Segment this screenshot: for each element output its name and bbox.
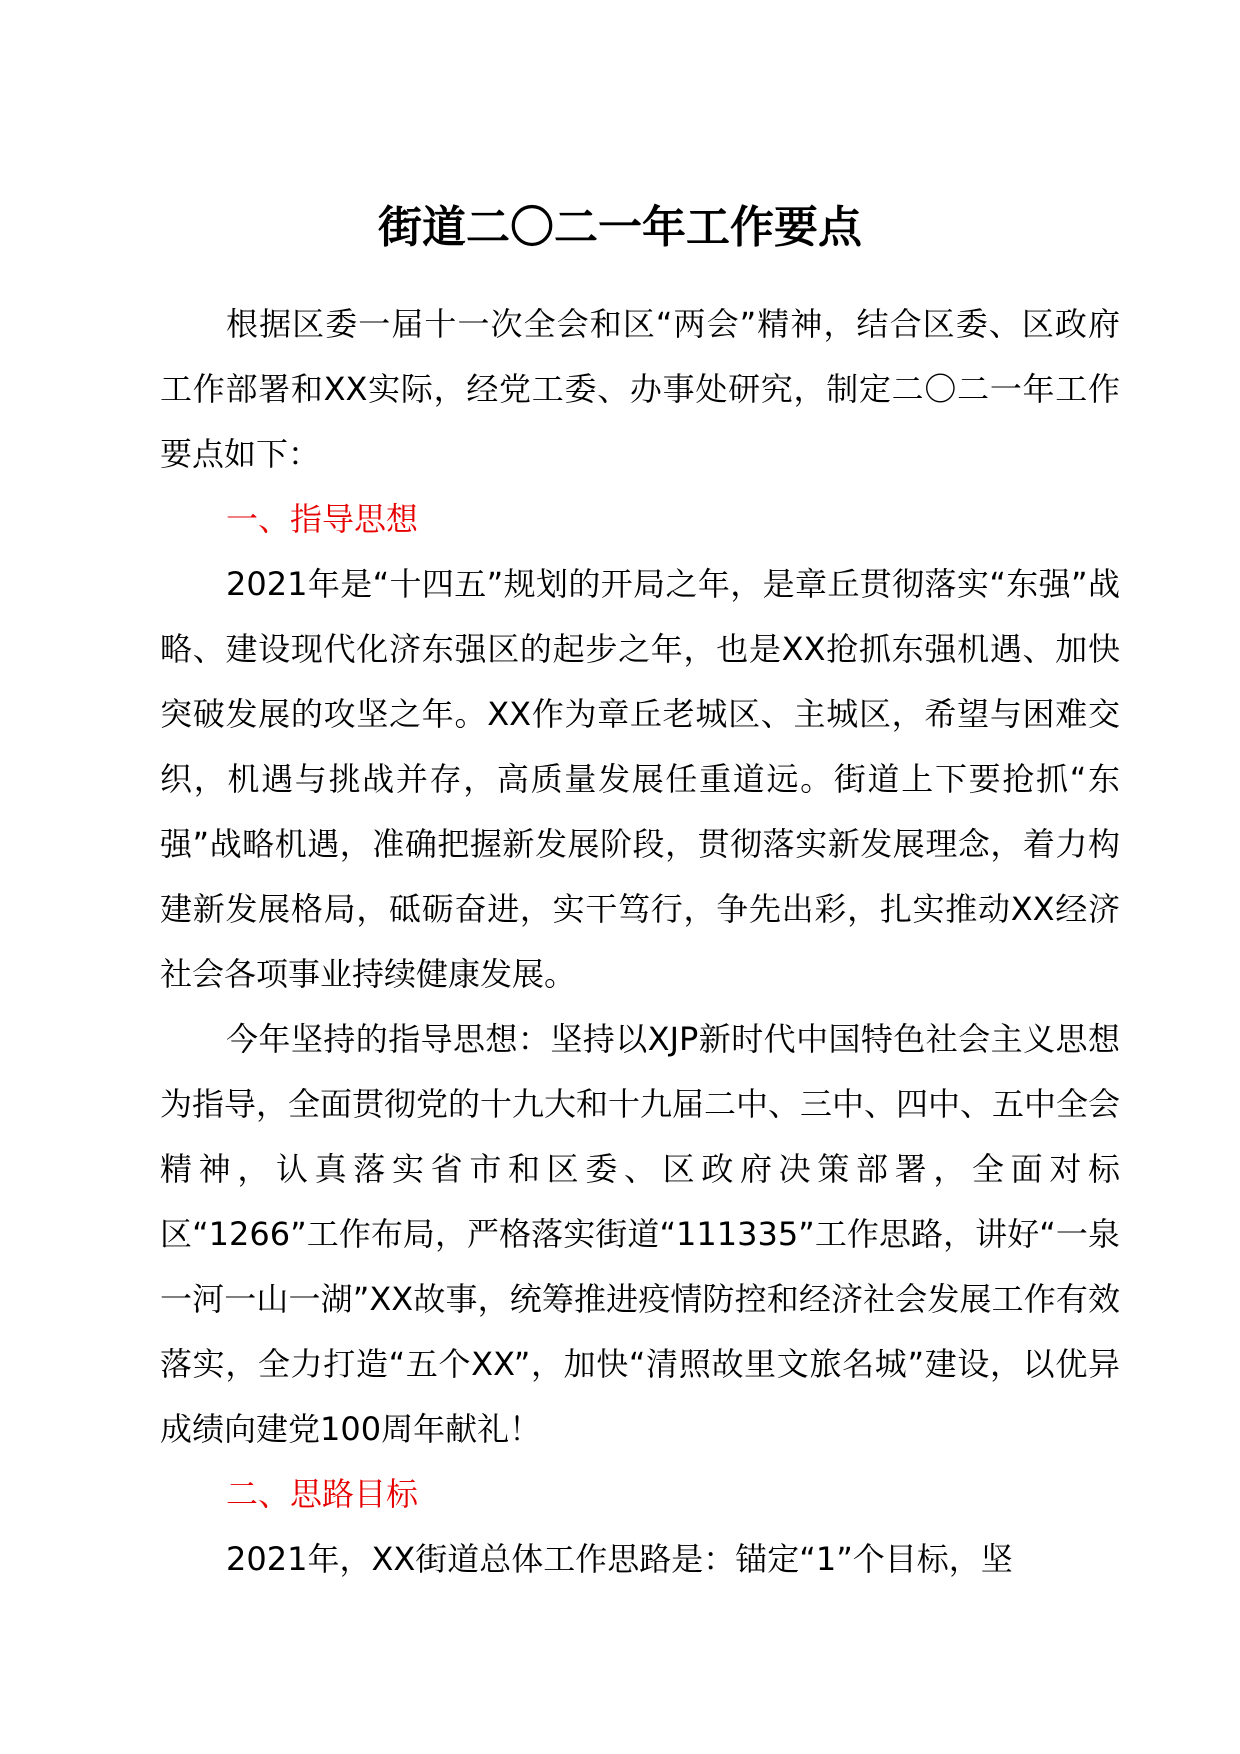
body-paragraph: 今年坚持的指导思想：坚持以XJP新时代中国特色社会主义思想为指导，全面贯彻党的十九大和十九届二中、三中、四中、五中全会精神，认真落实省市和区委、区政府决策部署，全面对标区“1266”工作布局，严格落实街道“111335”工作思路，讲好“一泉一河一山一湖”XX故事，统筹推进疫情防控和经济社会发展工作有效落实，全力打造“五个XX”，加快“清照故里文旅名城”建设，以优异成绩向建党100周年献礼！ <box>160 1020 1121 1448</box>
body-paragraph: 2021年，XX街道总体工作思路是：锚定“1”个目标，坚 <box>226 1540 1013 1578</box>
section-heading-guiding-ideology: 一、指导思想 <box>226 500 419 538</box>
document-body <box>160 292 1120 1592</box>
document-title: 街道二〇二一年工作要点 <box>378 202 862 253</box>
intro-paragraph: 根据区委一届十一次全会和区“两会”精神，结合区委、区政府工作部署和XX实际，经党工委、办事处研究，制定二〇二一年工作要点如下： <box>160 305 1120 473</box>
section-heading-goals: 二、思路目标 <box>226 1475 419 1513</box>
body-paragraph: 2021年是“十四五”规划的开局之年，是章丘贯彻落实“东强”战略、建设现代化济东强区的起步之年，也是XX抢抓东强机遇、加快突破发展的攻坚之年。XX作为章丘老城区、主城区，希望与困难交织，机遇与挑战并存，高质量发展任重道远。街道上下要抢抓“东强”战略机遇，准确把握新发展阶段，贯彻落实新发展理念，着力构建新发展格局，砥砺奋进，实干笃行，争先出彩，扎实推动XX经济社会各项事业持续健康发展。 <box>160 565 1120 993</box>
